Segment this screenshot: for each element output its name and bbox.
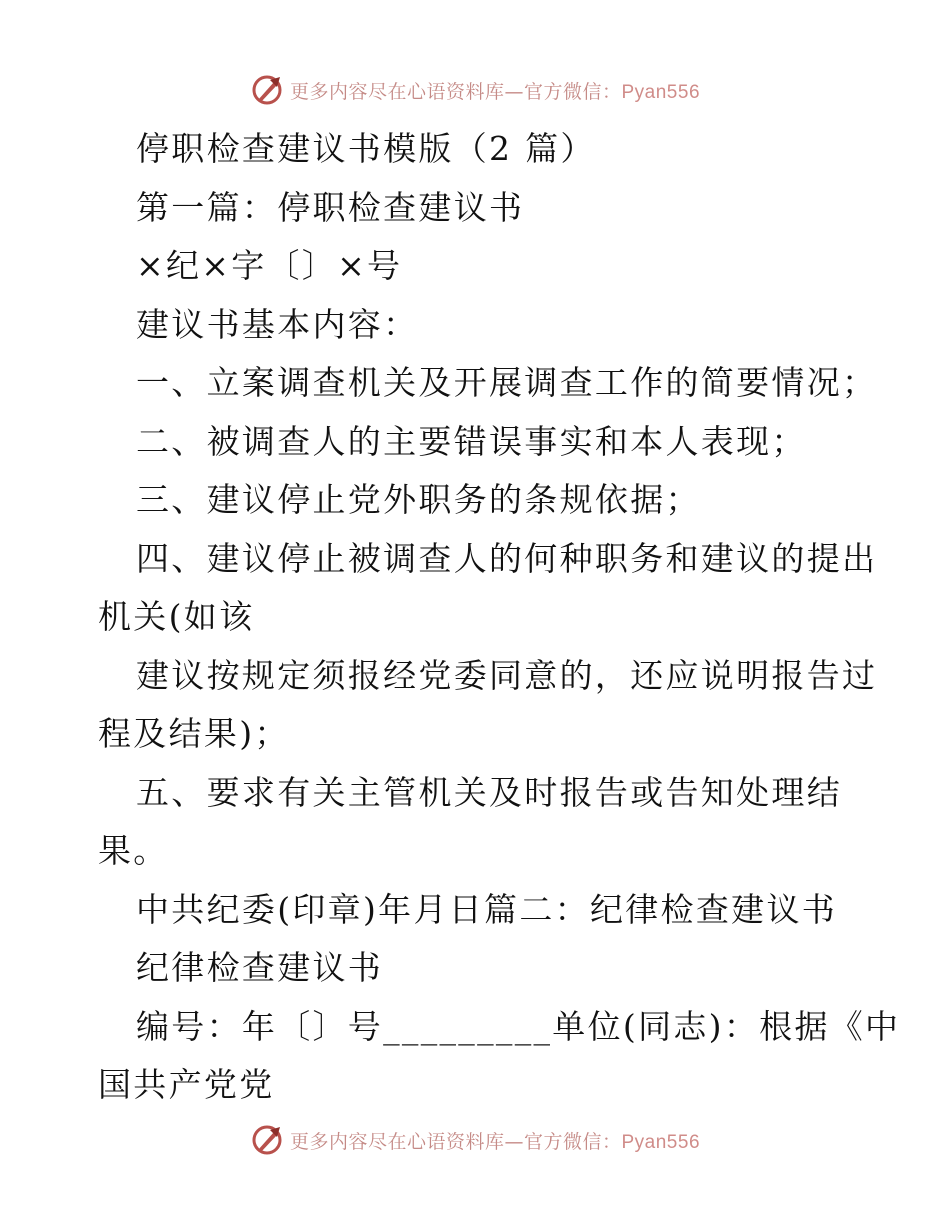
document-line: 程及结果)； bbox=[98, 714, 290, 753]
document-line: 二、被调查人的主要错误事实和本人表现； bbox=[136, 421, 807, 461]
document-line: 纪律检查建议书 bbox=[136, 948, 384, 987]
document-line: 第一篇：停职检查建议书 bbox=[136, 187, 525, 227]
document-line: 三、建议停止党外职务的条规依据； bbox=[136, 480, 701, 519]
document-body bbox=[98, 120, 901, 1115]
watermark-text: 更多内容尽在心语资料库—官方微信：Pyan556 bbox=[289, 80, 701, 103]
footer-watermark bbox=[0, 1120, 950, 1160]
header-watermark bbox=[0, 70, 950, 110]
document-line: ×纪×字〔〕×号 bbox=[136, 246, 403, 285]
quill-logo-icon bbox=[250, 1123, 284, 1157]
document-line: 国共产党党 bbox=[98, 1065, 275, 1104]
document-line: 停职检查建议书模版（2 篇） bbox=[136, 129, 596, 168]
watermark-text: 更多内容尽在心语资料库—官方微信：Pyan556 bbox=[289, 1130, 701, 1153]
document-line: 四、建议停止被调查人的何种职务和建议的提出 bbox=[136, 538, 878, 578]
document-line: 中共纪委(印章)年月日篇二：纪律检查建议书 bbox=[136, 889, 838, 929]
quill-logo-icon bbox=[250, 73, 284, 107]
document-line: 机关(如该 bbox=[98, 597, 255, 636]
document-line: 果。 bbox=[98, 831, 169, 870]
document-line: 编号：年〔〕号_________单位(同志)：根据《中 bbox=[136, 1006, 901, 1046]
document-line: 五、要求有关主管机关及时报告或告知处理结 bbox=[136, 772, 842, 812]
document-line: 建议按规定须报经党委同意的，还应说明报告过 bbox=[136, 655, 878, 695]
document-line: 一、立案调查机关及开展调查工作的简要情况； bbox=[136, 363, 878, 402]
document-line: 建议书基本内容： bbox=[136, 304, 419, 344]
